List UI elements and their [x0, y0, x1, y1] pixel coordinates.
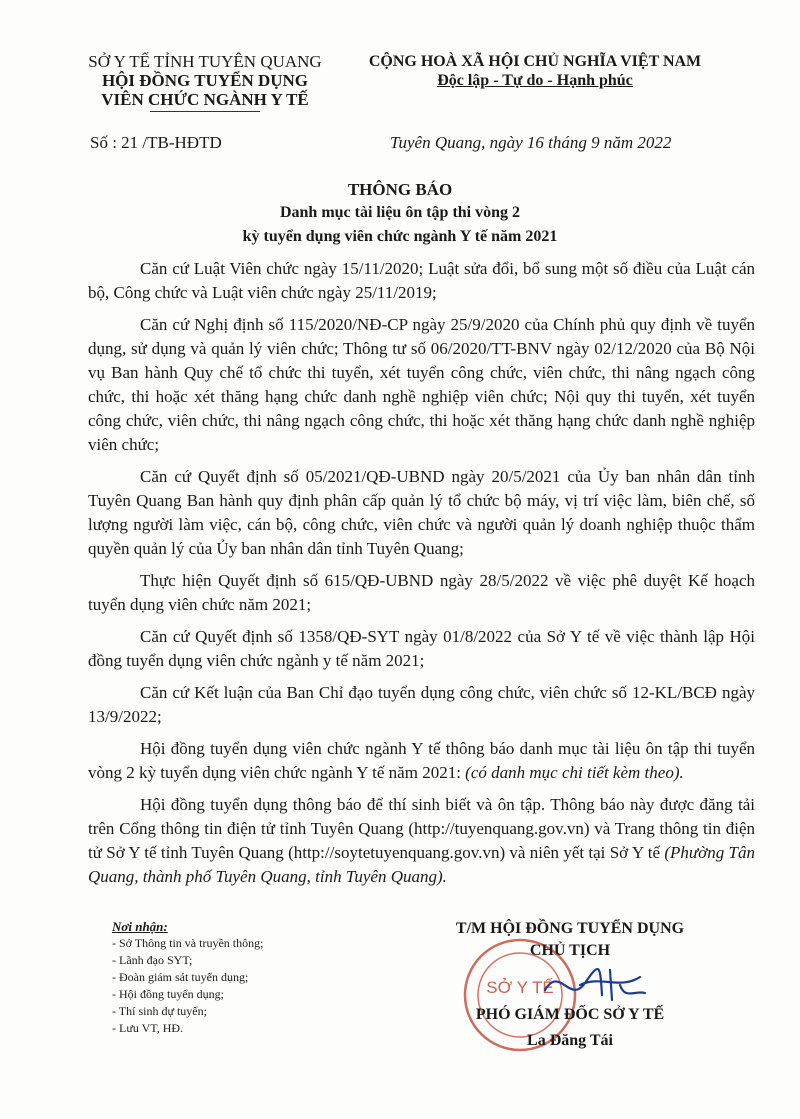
- issuer-block: [60, 52, 350, 112]
- signatory-council: T/M HỘI ĐỒNG TUYỂN DỤNG: [455, 920, 685, 937]
- paragraph: Căn cứ Nghị định số 115/2020/NĐ-CP ngày 25/9/2020 của Chính phủ quy định về tuyển dụng, sử dụng và quản lý viên chức; Thông tư số 06/2020/TT-BNV ngày 02/12/2020 của Bộ Nội vụ Ban hành Quy chế tổ chức thi tuyển, xét tuyển công chức, viên chức, thi nâng ngạch công chức, thi hoặc xét thăng hạng chức danh nghề nghiệp viên chức; Nội quy thi tuyển, xét tuyển công chức, viên chức, thi nâng ngạch công chức, thi hoặc xét thăng hạng chức danh nghề nghiệp viên chức;: [88, 315, 755, 454]
- paragraph: Căn cứ Quyết định số 1358/QĐ-SYT ngày 01/8/2022 của Sở Y tế về việc thành lập Hội đồng tuyển dụng viên chức ngành y tế năm 2021;: [88, 627, 755, 670]
- signatory-chairman: CHỦ TỊCH: [529, 942, 611, 959]
- recipient-item: - Đoàn giám sát tuyển dụng;: [112, 970, 249, 984]
- recipient-item: - Sở Thông tin và truyền thông;: [112, 936, 264, 950]
- paragraph: Căn cứ Kết luận của Ban Chỉ đạo tuyển dụng công chức, viên chức số 12-KL/BCĐ ngày 13/9/2022;: [88, 683, 755, 726]
- recipient-item: - Lưu VT, HĐ.: [112, 1021, 184, 1035]
- nation-title: CỘNG HOÀ XÃ HỘI CHỦ NGHĨA VIỆT NAM: [368, 53, 702, 70]
- issuer-council-sector: VIÊN CHỨC NGÀNH Y TẾ: [101, 90, 309, 109]
- signatory-title: PHÓ GIÁM ĐỐC SỞ Y TẾ: [475, 1006, 665, 1023]
- issuer-underline: [150, 111, 260, 112]
- recipient-item: - Hội đồng tuyển dụng;: [112, 987, 224, 1001]
- document-subtitle-1: Danh mục tài liệu ôn tập thi vòng 2: [279, 204, 521, 221]
- paragraph: Căn cứ Quyết định số 05/2021/QĐ-UBND ngày 20/5/2021 của Ủy ban nhân dân tỉnh Tuyên Quang Ban hành quy định phân cấp quản lý tổ chức bộ máy, vị trí việc làm, biên chế, số lượng người làm việc, cán bộ, công chức, viên chức và người quản lý doanh nghiệp thuộc thẩm quyền quản lý của Ủy ban nhân dân tỉnh Tuyên Quang;: [88, 467, 755, 558]
- paragraph-italic: (Phường Tân Quang, thành phố Tuyên Quang, tỉnh Tuyên Quang).: [88, 843, 755, 886]
- document-subtitle-2: kỳ tuyển dụng viên chức ngành Y tế năm 2021: [242, 228, 558, 245]
- document-date: Tuyên Quang, ngày 16 tháng 9 năm 2022: [390, 133, 672, 152]
- stamp-text: SỞ Y TẾ: [486, 978, 554, 997]
- issuer-council: HỘI ĐỒNG TUYỂN DỤNG: [101, 71, 309, 90]
- document-body: [88, 257, 755, 897]
- recipient-item: - Lãnh đạo SYT;: [112, 953, 193, 967]
- paragraph-text: Hội đồng tuyển dụng thông báo để thí sinh biết và ôn tập. Thông báo này được đăng tải trên Cổng thông tin điện tử tỉnh Tuyên Quang (http://tuyenquang.gov.vn) và Trang thông tin điện tử Sở Y tế tỉnh Tuyên Quang (http://soytetuyenquang.gov.vn) và niên yết tại Sở Y tế: [88, 795, 755, 862]
- paragraph-publication: [88, 793, 755, 889]
- signatory-name: La Đăng Tái: [527, 1032, 613, 1049]
- signature-block: [420, 918, 720, 1049]
- document-number: Số : 21 /TB-HĐTD: [90, 133, 222, 152]
- paragraph-italic: (có danh mục chi tiết kèm theo).: [465, 763, 684, 782]
- national-header: [335, 52, 735, 90]
- paragraph: Thực hiện Quyết định số 615/QĐ-UBND ngày 28/5/2022 về việc phê duyệt Kế hoạch tuyển dụng viên chức năm 2021;: [88, 571, 755, 614]
- paragraph-text: Hội đồng tuyển dụng viên chức ngành Y tế thông báo danh mục tài liệu ôn tập thi tuyển vòng 2 kỳ tuyển dụng viên chức ngành Y tế năm 2021:: [88, 739, 755, 782]
- recipients-label: Nơi nhận:: [112, 919, 168, 934]
- paragraph-announcement: [88, 737, 755, 785]
- national-motto: Độc lập - Tự do - Hạnh phúc: [437, 72, 633, 89]
- recipient-item: - Thí sinh dự tuyển;: [112, 1004, 207, 1018]
- issuer-department: SỞ Y TẾ TỈNH TUYÊN QUANG: [88, 52, 322, 71]
- document-title: THÔNG BÁO: [347, 180, 453, 199]
- paragraph: Căn cứ Luật Viên chức ngày 15/11/2020; Luật sửa đổi, bổ sung một số điều của Luật cán bộ, Công chức và Luật viên chức ngày 25/11/2019;: [88, 259, 755, 302]
- recipients-block: [112, 918, 263, 1037]
